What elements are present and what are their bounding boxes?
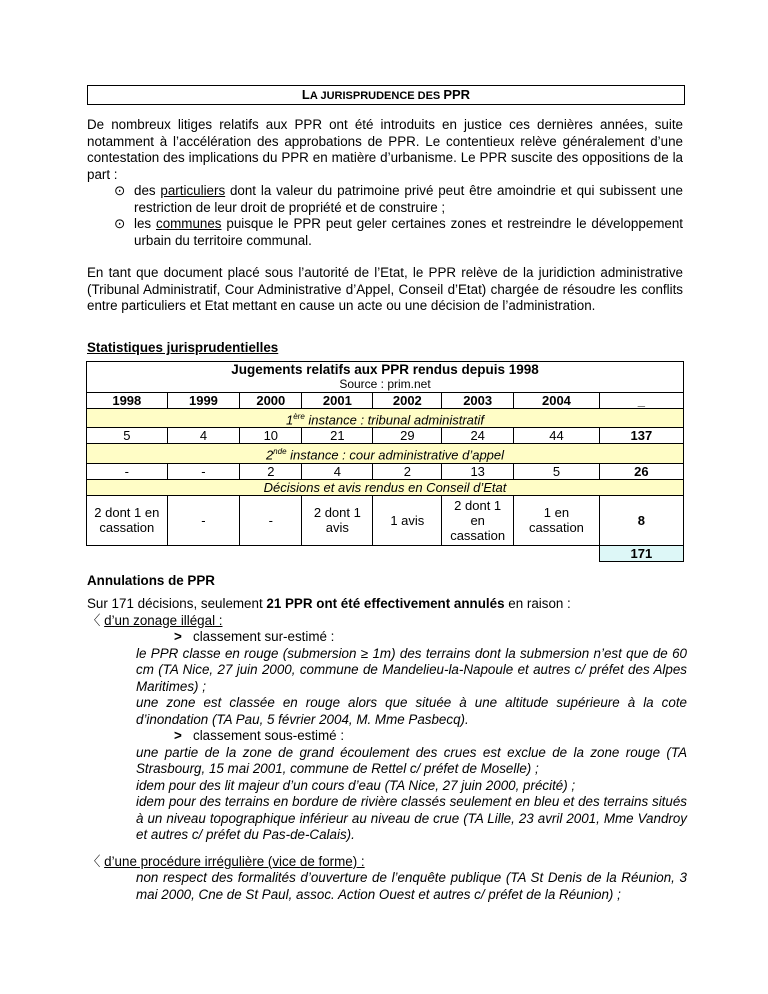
ordinal-suffix: nde — [273, 447, 287, 457]
title-initial: L — [301, 87, 310, 102]
table-cell: - — [87, 463, 168, 479]
year-cell: 1999 — [167, 393, 240, 409]
ordinal-number: 1 — [286, 412, 294, 428]
table-title: Jugements relatifs aux PPR rendus depuis 1998 — [87, 362, 684, 378]
table-cell: - — [167, 463, 240, 479]
annulations-section — [87, 596, 687, 903]
table-row-years — [87, 393, 684, 409]
document-title — [87, 85, 685, 105]
year-cell: 2003 — [442, 393, 514, 409]
particuliers-term: particuliers — [160, 183, 226, 198]
case-sous-2: idem pour des lit majeur d’un cours d’eau (TA Nice, 27 juin 2000, précité) ; — [136, 777, 576, 793]
case-procedure-1: non respect des formalités d’ouverture de l’enquête publique (TA St Denis de la Réunion, 3 mai 2000, Cne de St Paul, assoc. Action Ouest et autres c/ préfet de la Réunion) ; — [136, 870, 687, 902]
intro-paragraph-1: De nombreux litiges relatifs aux PPR ont été introduits en justice ces dernières années, suite notamment à l’accélération des approbations de PPR. Le contentieux relève généralement d’une contestation des implications du PPR en matière d’urbanisme. Le PPR suscite des oppositions de la part : — [87, 117, 683, 182]
intro-text: en raison : — [504, 596, 571, 611]
ordinal-number: 2 — [265, 447, 274, 463]
section-first-instance — [87, 409, 684, 428]
table-cell: 13 — [442, 463, 514, 479]
subhead-sur — [87, 629, 687, 646]
row-total: 137 — [599, 428, 683, 444]
arrow-icon: > — [174, 728, 182, 743]
intro-paragraph-2: En tant que document placé sous l’autorité de l’Etat, le PPR relève de la juridiction administrative (Tribunal Administratif, Cour Administrative d’Appel, Conseil d’Etat) chargée de résoudre les conflits entre particuliers et Etat mettant en cause un acte ou une décision de l’administration. — [87, 265, 683, 313]
table-cell: 1 avis — [373, 495, 442, 545]
intro-text: Sur 171 décisions, seulement — [87, 596, 267, 611]
section-label: instance : cour administrative d’appel — [286, 447, 505, 463]
table-cell: 4 — [167, 428, 240, 444]
year-cell: 2004 — [514, 393, 600, 409]
item-text: des — [134, 183, 161, 198]
row-total: 26 — [599, 463, 683, 479]
table-cell: 29 — [373, 428, 442, 444]
table-cell: 21 — [302, 428, 373, 444]
opposition-list — [87, 183, 683, 249]
stats-heading: Statistiques jurisprudentielles — [87, 340, 279, 355]
section-conseil-etat: Décisions et avis rendus en Conseil d’Etat — [87, 479, 684, 495]
annulations-heading: Annulations de PPR — [87, 573, 215, 588]
year-cell: 2001 — [302, 393, 373, 409]
table-cell: - — [167, 495, 240, 545]
table-cell: 4 — [302, 463, 373, 479]
case-sur-1: le PPR classe en rouge (submersion ≥ 1m) des terrains dont la submersion n’est que de 60 cm (TA Nice, 27 juin 2000, commune de Mandelieu-la-Napoule et autres c/ préfet des Alpes Maritimes) ; — [136, 645, 687, 694]
table-cell: 2 dont 1 en cassation — [87, 495, 168, 545]
table-row-first-instance — [87, 428, 684, 444]
communes-term: communes — [156, 216, 222, 231]
table-cell: 2 dont 1 en cassation — [442, 495, 514, 545]
table-cell: 2 dont 1 avis — [302, 495, 373, 545]
reason-procedure — [87, 854, 687, 871]
year-cell: 1998 — [87, 393, 168, 409]
list-item-communes — [87, 216, 683, 249]
reason-label: d’une procédure irrégulière (vice de forme) : — [104, 853, 365, 869]
section-label: instance : tribunal administratif — [304, 412, 484, 428]
judgments-table — [86, 361, 684, 562]
grand-total: 171 — [599, 545, 683, 561]
table-cell: 44 — [514, 428, 600, 444]
subhead-label: classement sous-estimé : — [193, 728, 345, 743]
table-cell: 10 — [240, 428, 302, 444]
case-sous-3: idem pour des terrains en bordure de rivière classés seulement en bleu et des terrains situés à un niveau topographique inférieur au niveau de crue (TA Lille, 23 avril 2001, Mme Vandroy et autres c/ préfet du Pas-de-Calais). — [136, 794, 687, 842]
table-cell: 5 — [514, 463, 600, 479]
table-cell: - — [240, 495, 302, 545]
year-cell: 2002 — [373, 393, 442, 409]
target-bullet-icon: ⊙ — [114, 216, 126, 231]
case-sur-2: une zone est classée en rouge alors que située à une altitude supérieure à la cote d’inondation (TA Pau, 5 février 2004, M. Mme Pasbecq). — [136, 695, 687, 727]
annulations-intro — [87, 596, 687, 613]
title-small-caps: A JURISPRUDENCE DES — [309, 90, 444, 102]
table-row-second-instance — [87, 463, 684, 479]
reason-label: d’un zonage illégal : — [104, 612, 223, 628]
item-text: puisque le PPR peut geler certaines zones et restreindre le développement urbain du territoire communal. — [134, 216, 684, 248]
case-sous-1: une partie de la zone de grand écoulement des crues est exclue de la zone rouge (TA Strasbourg, 15 mai 2001, commune de Rettel c/ préfet de Moselle) ; — [136, 744, 687, 776]
table-cell: 2 — [373, 463, 442, 479]
table-cell: 2 — [240, 463, 302, 479]
list-item-particuliers — [87, 183, 683, 216]
year-cell: _ — [599, 393, 683, 409]
item-text: les — [134, 216, 156, 231]
reason-zonage — [87, 613, 687, 630]
table-cell: 5 — [87, 428, 168, 444]
target-bullet-icon: ⊙ — [114, 183, 126, 198]
year-cell: 2000 — [240, 393, 302, 409]
angle-bullet-icon: 〈 — [87, 612, 101, 628]
arrow-icon: > — [174, 629, 182, 644]
item-text: dont la valeur du patrimoine privé peut être amoindrie et qui subissent une restriction de leur droit de propriété et de construire ; — [134, 183, 683, 215]
row-total: 8 — [599, 495, 683, 545]
table-row-conseil-etat — [87, 495, 684, 545]
subhead-sous — [87, 728, 687, 745]
ordinal-suffix: ère — [293, 412, 305, 421]
title-acronym: PPR — [443, 87, 471, 102]
angle-bullet-icon: 〈 — [87, 853, 101, 869]
table-source: Source : prim.net — [87, 377, 684, 393]
section-second-instance — [87, 444, 684, 463]
subhead-label: classement sur-estimé : — [193, 629, 335, 644]
annulled-count: 21 PPR ont été effectivement annulés — [266, 596, 505, 611]
table-cell: 24 — [442, 428, 514, 444]
table-cell: 1 en cassation — [514, 495, 600, 545]
